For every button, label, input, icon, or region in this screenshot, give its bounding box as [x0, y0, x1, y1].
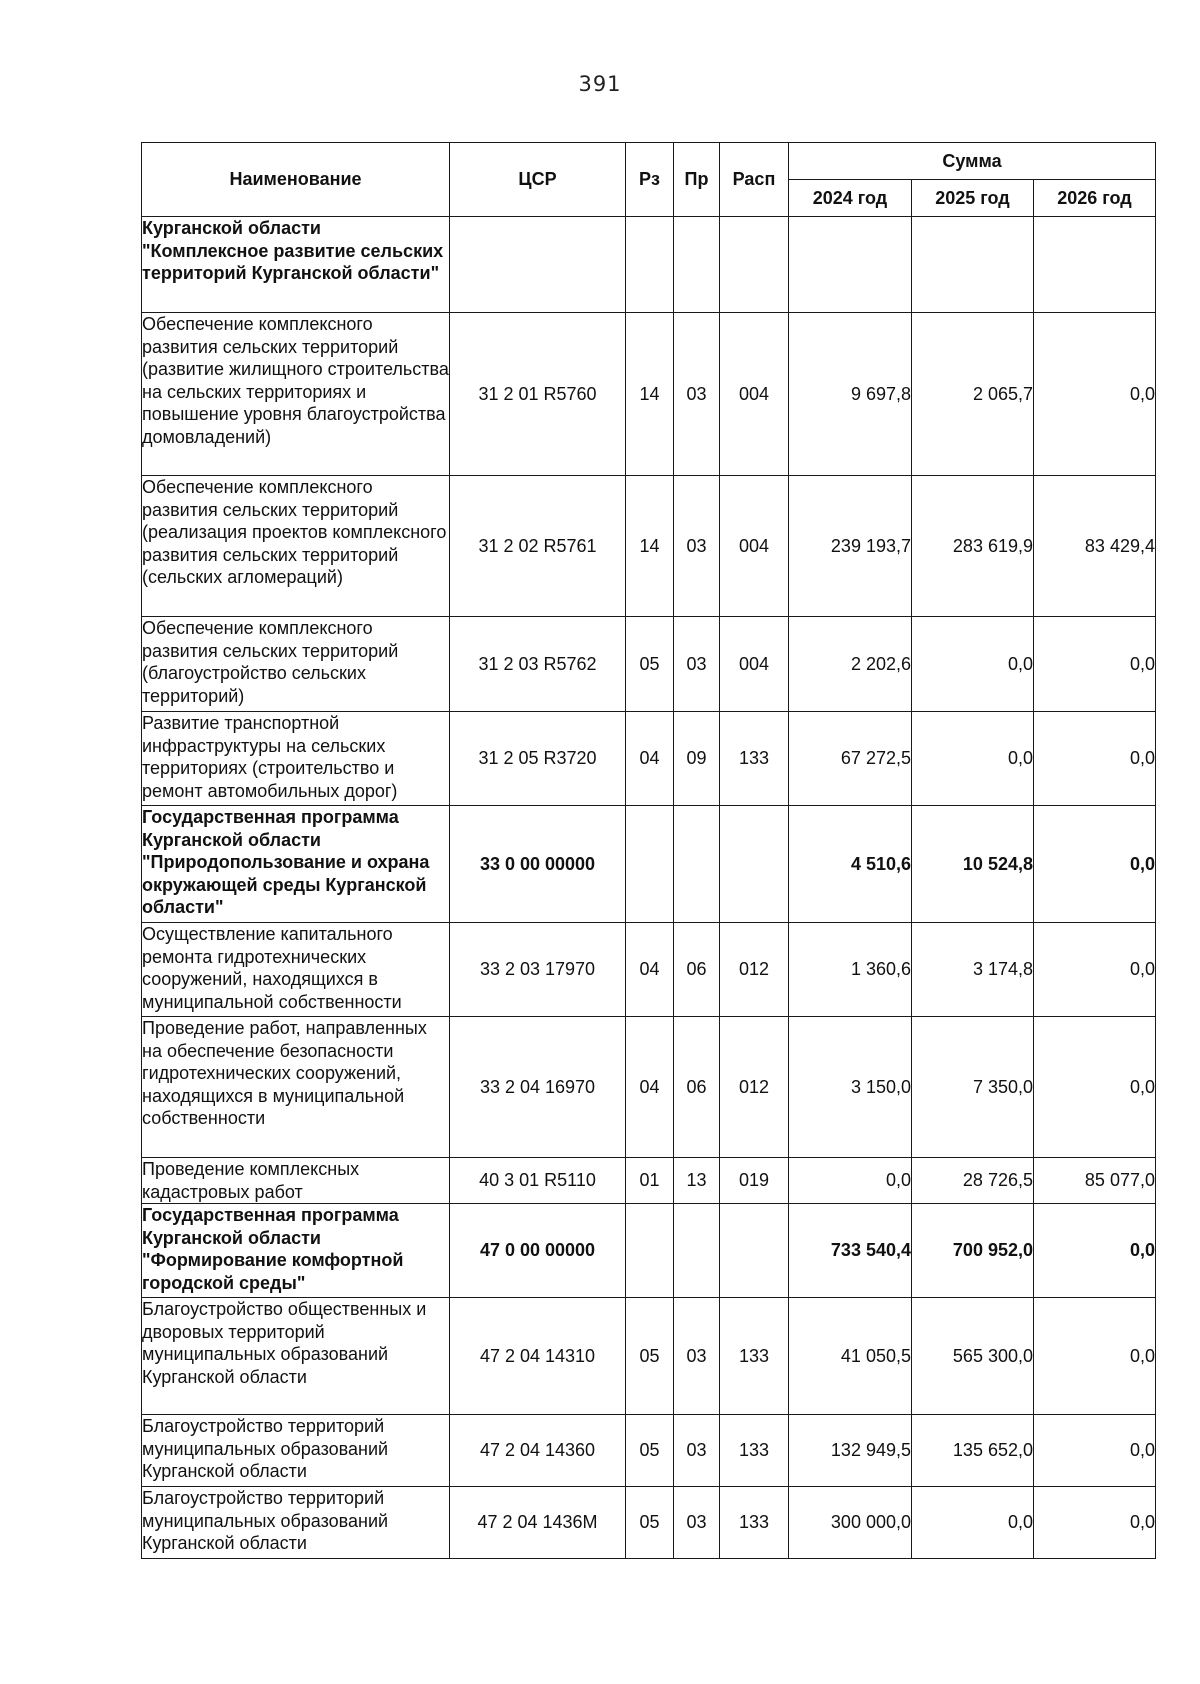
- cell-csr: 33 2 03 17970: [450, 923, 626, 1017]
- cell-pr: [674, 806, 720, 923]
- cell-sum-2026: 0,0: [1034, 1415, 1156, 1487]
- cell-sum-2025: 10 524,8: [912, 806, 1034, 923]
- cell-rasp: 012: [720, 923, 789, 1017]
- cell-csr: 47 0 00 00000: [450, 1204, 626, 1298]
- cell-csr: 47 2 04 14360: [450, 1415, 626, 1487]
- cell-name: Курганской области "Комплексное развитие сельских территорий Курганской области": [142, 217, 450, 313]
- cell-name: Благоустройство территорий муниципальных образований Курганской области: [142, 1487, 450, 1559]
- cell-name: Государственная программа Курганской области "Природопользование и охрана окружающей среды Курганской области": [142, 806, 450, 923]
- cell-pr: 06: [674, 1017, 720, 1158]
- cell-csr: 33 2 04 16970: [450, 1017, 626, 1158]
- cell-sum-2024: 2 202,6: [789, 617, 912, 712]
- cell-sum-2025: 0,0: [912, 617, 1034, 712]
- cell-sum-2024: 67 272,5: [789, 712, 912, 806]
- cell-rasp: 004: [720, 617, 789, 712]
- cell-sum-2024: [789, 217, 912, 313]
- cell-rz: 04: [626, 712, 674, 806]
- header-year-2026: 2026 год: [1034, 180, 1156, 217]
- cell-pr: 09: [674, 712, 720, 806]
- cell-rz: 05: [626, 1415, 674, 1487]
- table-row: [142, 712, 1156, 806]
- page-number: 391: [578, 72, 622, 96]
- table-row: [142, 1158, 1156, 1204]
- cell-name: Благоустройство общественных и дворовых территорий муниципальных образований Курганской области: [142, 1298, 450, 1415]
- cell-rz: [626, 806, 674, 923]
- cell-sum-2026: 0,0: [1034, 1487, 1156, 1559]
- cell-sum-2024: 239 193,7: [789, 476, 912, 617]
- table-row: [142, 476, 1156, 617]
- cell-sum-2026: 0,0: [1034, 806, 1156, 923]
- cell-sum-2025: 700 952,0: [912, 1204, 1034, 1298]
- budget-table: [141, 142, 1156, 1559]
- header-pr: Пр: [674, 143, 720, 217]
- header-csr: ЦСР: [450, 143, 626, 217]
- cell-sum-2024: 300 000,0: [789, 1487, 912, 1559]
- cell-csr: 47 2 04 14310: [450, 1298, 626, 1415]
- cell-sum-2024: 733 540,4: [789, 1204, 912, 1298]
- cell-pr: 03: [674, 1415, 720, 1487]
- table-header: [142, 143, 1156, 217]
- cell-sum-2026: 0,0: [1034, 1298, 1156, 1415]
- cell-rz: 04: [626, 923, 674, 1017]
- cell-sum-2025: 283 619,9: [912, 476, 1034, 617]
- cell-sum-2024: 41 050,5: [789, 1298, 912, 1415]
- cell-rz: 01: [626, 1158, 674, 1204]
- cell-rasp: 004: [720, 313, 789, 476]
- cell-rasp: [720, 806, 789, 923]
- cell-sum-2024: 9 697,8: [789, 313, 912, 476]
- cell-csr: 31 2 05 R3720: [450, 712, 626, 806]
- cell-sum-2026: 0,0: [1034, 313, 1156, 476]
- table-row: [142, 217, 1156, 313]
- cell-rz: 14: [626, 476, 674, 617]
- cell-rz: 05: [626, 1487, 674, 1559]
- cell-sum-2026: [1034, 217, 1156, 313]
- cell-rz: 04: [626, 1017, 674, 1158]
- header-sum: Сумма: [789, 143, 1156, 180]
- cell-sum-2025: [912, 217, 1034, 313]
- cell-pr: 03: [674, 476, 720, 617]
- table-row: [142, 617, 1156, 712]
- cell-rz: [626, 1204, 674, 1298]
- table-row: [142, 806, 1156, 923]
- table-row: [142, 1204, 1156, 1298]
- cell-csr: [450, 217, 626, 313]
- cell-name: Осуществление капитального ремонта гидротехнических сооружений, находящихся в муниципальной собственности: [142, 923, 450, 1017]
- cell-name: Проведение комплексных кадастровых работ: [142, 1158, 450, 1204]
- cell-name: Проведение работ, направленных на обеспечение безопасности гидротехнических сооружений, находящихся в муниципальной собственности: [142, 1017, 450, 1158]
- cell-pr: 13: [674, 1158, 720, 1204]
- cell-rasp: 133: [720, 1298, 789, 1415]
- cell-pr: 03: [674, 617, 720, 712]
- cell-rasp: 004: [720, 476, 789, 617]
- cell-pr: 06: [674, 923, 720, 1017]
- cell-pr: 03: [674, 313, 720, 476]
- cell-sum-2026: 0,0: [1034, 617, 1156, 712]
- cell-rz: 05: [626, 1298, 674, 1415]
- table-row: [142, 313, 1156, 476]
- cell-sum-2026: 83 429,4: [1034, 476, 1156, 617]
- cell-sum-2025: 135 652,0: [912, 1415, 1034, 1487]
- cell-sum-2024: 132 949,5: [789, 1415, 912, 1487]
- cell-rasp: 133: [720, 712, 789, 806]
- cell-csr: 31 2 03 R5762: [450, 617, 626, 712]
- table-body: [142, 217, 1156, 1559]
- cell-sum-2025: 565 300,0: [912, 1298, 1034, 1415]
- table-row: [142, 1017, 1156, 1158]
- cell-pr: [674, 217, 720, 313]
- cell-sum-2024: 0,0: [789, 1158, 912, 1204]
- cell-sum-2024: 4 510,6: [789, 806, 912, 923]
- cell-sum-2026: 0,0: [1034, 712, 1156, 806]
- cell-sum-2024: 3 150,0: [789, 1017, 912, 1158]
- cell-sum-2024: 1 360,6: [789, 923, 912, 1017]
- cell-name: Обеспечение комплексного развития сельских территорий (реализация проектов комплексного развития сельских территорий (сельских агломераций): [142, 476, 450, 617]
- cell-name: Обеспечение комплексного развития сельских территорий (развитие жилищного строительства на сельских территориях и повышение уровня благоустройства домовладений): [142, 313, 450, 476]
- cell-rasp: [720, 217, 789, 313]
- cell-pr: 03: [674, 1487, 720, 1559]
- table-row: [142, 1298, 1156, 1415]
- cell-csr: 40 3 01 R5110: [450, 1158, 626, 1204]
- header-name: Наименование: [142, 143, 450, 217]
- table-row: [142, 923, 1156, 1017]
- cell-sum-2025: 28 726,5: [912, 1158, 1034, 1204]
- cell-csr: 31 2 01 R5760: [450, 313, 626, 476]
- cell-sum-2025: 2 065,7: [912, 313, 1034, 476]
- cell-rasp: 012: [720, 1017, 789, 1158]
- cell-sum-2026: 0,0: [1034, 923, 1156, 1017]
- cell-csr: 31 2 02 R5761: [450, 476, 626, 617]
- cell-sum-2026: 0,0: [1034, 1204, 1156, 1298]
- header-rz: Рз: [626, 143, 674, 217]
- cell-sum-2025: 0,0: [912, 1487, 1034, 1559]
- cell-rasp: [720, 1204, 789, 1298]
- cell-rasp: 019: [720, 1158, 789, 1204]
- cell-sum-2025: 7 350,0: [912, 1017, 1034, 1158]
- cell-name: Государственная программа Курганской области "Формирование комфортной городской среды": [142, 1204, 450, 1298]
- table-row: [142, 1487, 1156, 1559]
- cell-pr: 03: [674, 1298, 720, 1415]
- cell-rz: 05: [626, 617, 674, 712]
- cell-csr: 47 2 04 1436M: [450, 1487, 626, 1559]
- cell-sum-2025: 0,0: [912, 712, 1034, 806]
- header-year-2025: 2025 год: [912, 180, 1034, 217]
- cell-sum-2026: 85 077,0: [1034, 1158, 1156, 1204]
- cell-csr: 33 0 00 00000: [450, 806, 626, 923]
- cell-rz: 14: [626, 313, 674, 476]
- cell-rz: [626, 217, 674, 313]
- cell-name: Обеспечение комплексного развития сельских территорий (благоустройство сельских территорий): [142, 617, 450, 712]
- cell-sum-2025: 3 174,8: [912, 923, 1034, 1017]
- cell-pr: [674, 1204, 720, 1298]
- header-rasp: Расп: [720, 143, 789, 217]
- header-year-2024: 2024 год: [789, 180, 912, 217]
- cell-name: Благоустройство территорий муниципальных образований Курганской области: [142, 1415, 450, 1487]
- cell-rasp: 133: [720, 1415, 789, 1487]
- cell-rasp: 133: [720, 1487, 789, 1559]
- cell-sum-2026: 0,0: [1034, 1017, 1156, 1158]
- cell-name: Развитие транспортной инфраструктуры на сельских территориях (строительство и ремонт автомобильных дорог): [142, 712, 450, 806]
- table-row: [142, 1415, 1156, 1487]
